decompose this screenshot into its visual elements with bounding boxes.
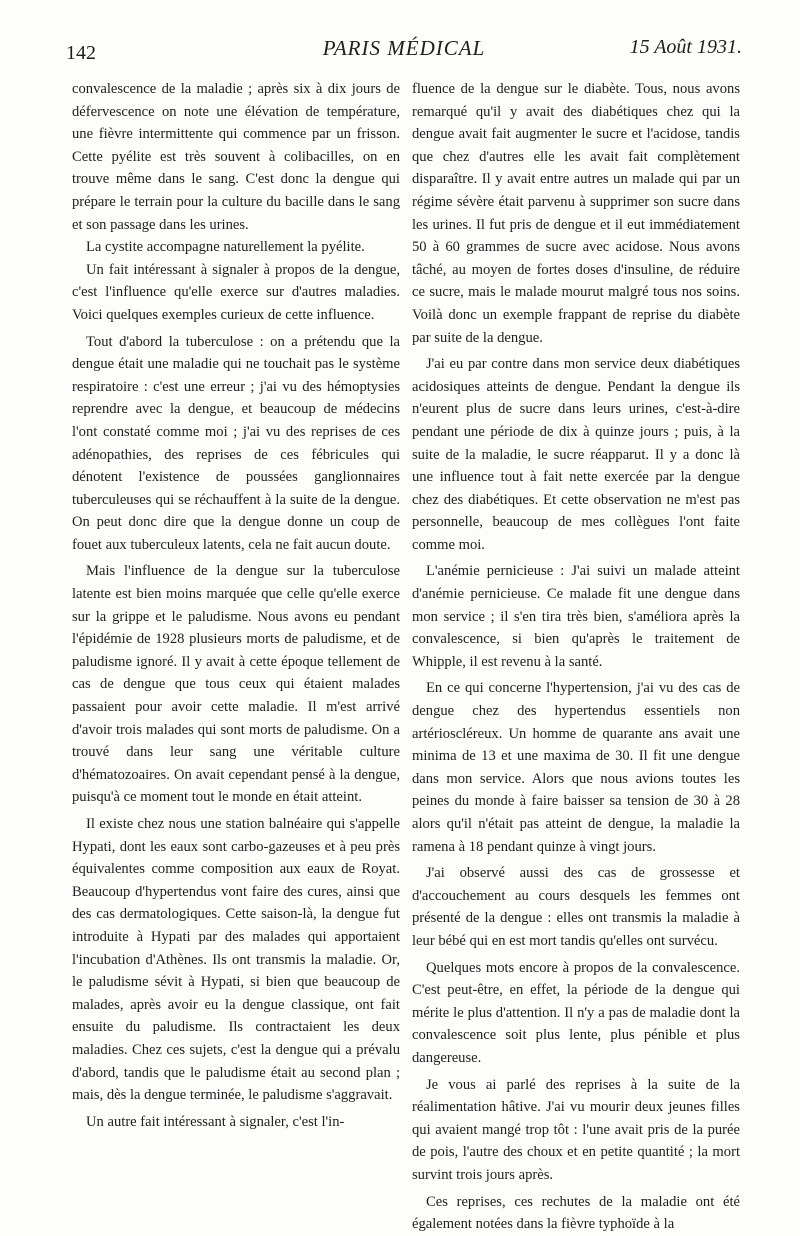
- paragraph: J'ai eu par contre dans mon service deux diabétiques acidosiques atteints de dengue. Pendant la dengue ils n'eurent plus de sucre dans leurs urines, c'est-à-dire pendant une période de dix à quinze jours ; puis, à la suite de la maladie, le sucre réapparut. Il y a donc là une influence tout à fait nette exercée par la dengue chez des diabétiques. Et cette observation ne m'est pas personnelle, beaucoup de mes collègues l'ont faite comme moi.: [412, 356, 740, 553]
- paragraph: Il existe chez nous une station balnéaire qui s'appelle Hypati, dont les eaux sont carbo-gazeuses et à peu près équivalentes comme composition aux eaux de Royat. Beaucoup d'hypertendus vont faire des cures, ainsi que des cas dermatologiques. Cette saison-là, la dengue fut introduite à Hypati par des malades qui apportaient l'incubation d'Athènes. Ils ont transmis la maladie. Or, le paludisme sévit à Hypati, si bien que beaucoup de malades, après avoir eu la dengue classique, ont fait ensuite du paludisme. Ils contractaient les deux maladies. Chez ces sujets, c'est la dengue qui a prévalu d'abord, tandis que le paludisme était au second plan ; mais, dès la dengue terminée, le paludisme s'aggravait.: [72, 816, 400, 1104]
- left-column: [72, 78, 400, 1133]
- paragraph: fluence de la dengue sur le diabète. Tous, nous avons remarqué qu'il y avait des diabétiques chez qui la dengue avait fait augmenter le sucre et l'acidose, tandis que chez d'autres elle les avait fait complètement disparaître. Il y avait entre autres un malade qui par un régime sévère était parvenu à supprimer son sucre dans les urines. Il fut pris de dengue et il eut immédiatement 50 à 60 grammes de sucre avec acidose. Nous avons tâché, au moyen de fortes doses d'insuline, de réduire ce sucre, mais le malade mourut malgré tous nos soins. Voilà donc un exemple frappant de reprise du diabète par suite de la dengue.: [412, 81, 740, 346]
- running-header: [66, 36, 742, 70]
- paragraph: convalescence de la maladie ; après six à dix jours de défervescence on note une élévation de température, une fièvre intermittente qui commence par un frisson. Cette pyélite est très souvent à colibacilles, on en trouve même dans le sang. C'est donc la dengue qui prépare le terrain pour la culture du bacille dans le sang et son passage dans les urines.: [72, 81, 400, 233]
- paragraph: Je vous ai parlé des reprises à la suite de la réalimentation hâtive. J'ai vu mourir deux jeunes filles qui avaient mangé trop tôt : l'une avait pris de la purée de pois, l'autre des choux et en petite quantité ; la mort survint trois jours après.: [412, 1076, 740, 1183]
- paragraph: Tout d'abord la tuberculose : on a prétendu que la dengue était une maladie qui ne touchait pas le système respiratoire : c'est une erreur ; j'ai vu des hémoptysies reprendre avec la dengue, et beaucoup de médecins l'ont constaté comme moi ; j'ai vu des reprises de ces adénopathies, des reprises de ces fébricules qui dénotent l'existence de poussées ganglionnaires tuberculeuses qui se réchauffent à la suite de la dengue. On peut donc dire que la dengue donne un coup de fouet aux tuberculeux latents, cela ne fait aucun doute.: [72, 333, 400, 553]
- paragraph: L'anémie pernicieuse : J'ai suivi un malade atteint d'anémie pernicieuse. Ce malade fit une dengue dans mon service ; il s'en tira très bien, s'améliora après la convalescence, si bien qu'après le traitement de Whipple, il est revenu à la santé.: [412, 563, 740, 670]
- issue-date: 15 Août 1931.: [629, 36, 742, 58]
- paragraph: J'ai observé aussi des cas de grossesse et d'accouchement au cours desquels les femmes ont présenté de la dengue : elles ont transmis la maladie à leur bébé qui en est mort tandis qu'elles ont survécu.: [412, 865, 740, 949]
- right-column: [412, 78, 740, 1236]
- paragraph: Mais l'influence de la dengue sur la tuberculose latente est bien moins marquée que celle qu'elle exerce sur la grippe et le paludisme. Nous avons eu pendant l'épidémie de 1928 plusieurs morts de paludisme, et de paludisme ignoré. Il y avait à cette époque tellement de cas de dengue que tous ceux qui étaient malades passaient pour avoir cette maladie. Il m'est arrivé d'avoir trois malades qui sont morts de paludisme. On a trouvé dans leur sang une véritable culture d'hématozoaires. On avait cependant pensé à la dengue, puisqu'à ce moment tout le monde en était atteint.: [72, 563, 400, 806]
- paragraph: La cystite accompagne naturellement la pyélite.: [86, 239, 365, 256]
- page-number: 142: [66, 42, 96, 64]
- paragraph: Un autre fait intéressant à signaler, c'est l'in-: [86, 1113, 345, 1130]
- paragraph: Quelques mots encore à propos de la convalescence. C'est peut-être, en effet, la période de la dengue qui mérite le plus d'attention. Il n'y a pas de maladie dont la convalescence soit plus lente, plus pénible et plus dangereuse.: [412, 959, 740, 1066]
- paragraph: En ce qui concerne l'hypertension, j'ai vu des cas de dengue chez des hypertendus essentiels non artérioscléreux. Un homme de quarante ans avait une minima de 13 et une maxima de 30. Il fit une dengue dans mon service. Alors que nous avions toutes les peines du monde à faire baisser sa tension de 30 à 28 alors qu'il n'était pas atteint de dengue, la maladie la ramena à 18 pendant quinze à vingt jours.: [412, 680, 740, 855]
- journal-title: PARIS MÉDICAL: [322, 36, 486, 60]
- paragraph: Ces reprises, ces rechutes de la maladie ont été également notées dans la fièvre typhoïde à la: [412, 1193, 740, 1233]
- paragraph: Un fait intéressant à signaler à propos de la dengue, c'est l'influence qu'elle exerce sur d'autres maladies. Voici quelques exemples curieux de cette influence.: [72, 261, 400, 323]
